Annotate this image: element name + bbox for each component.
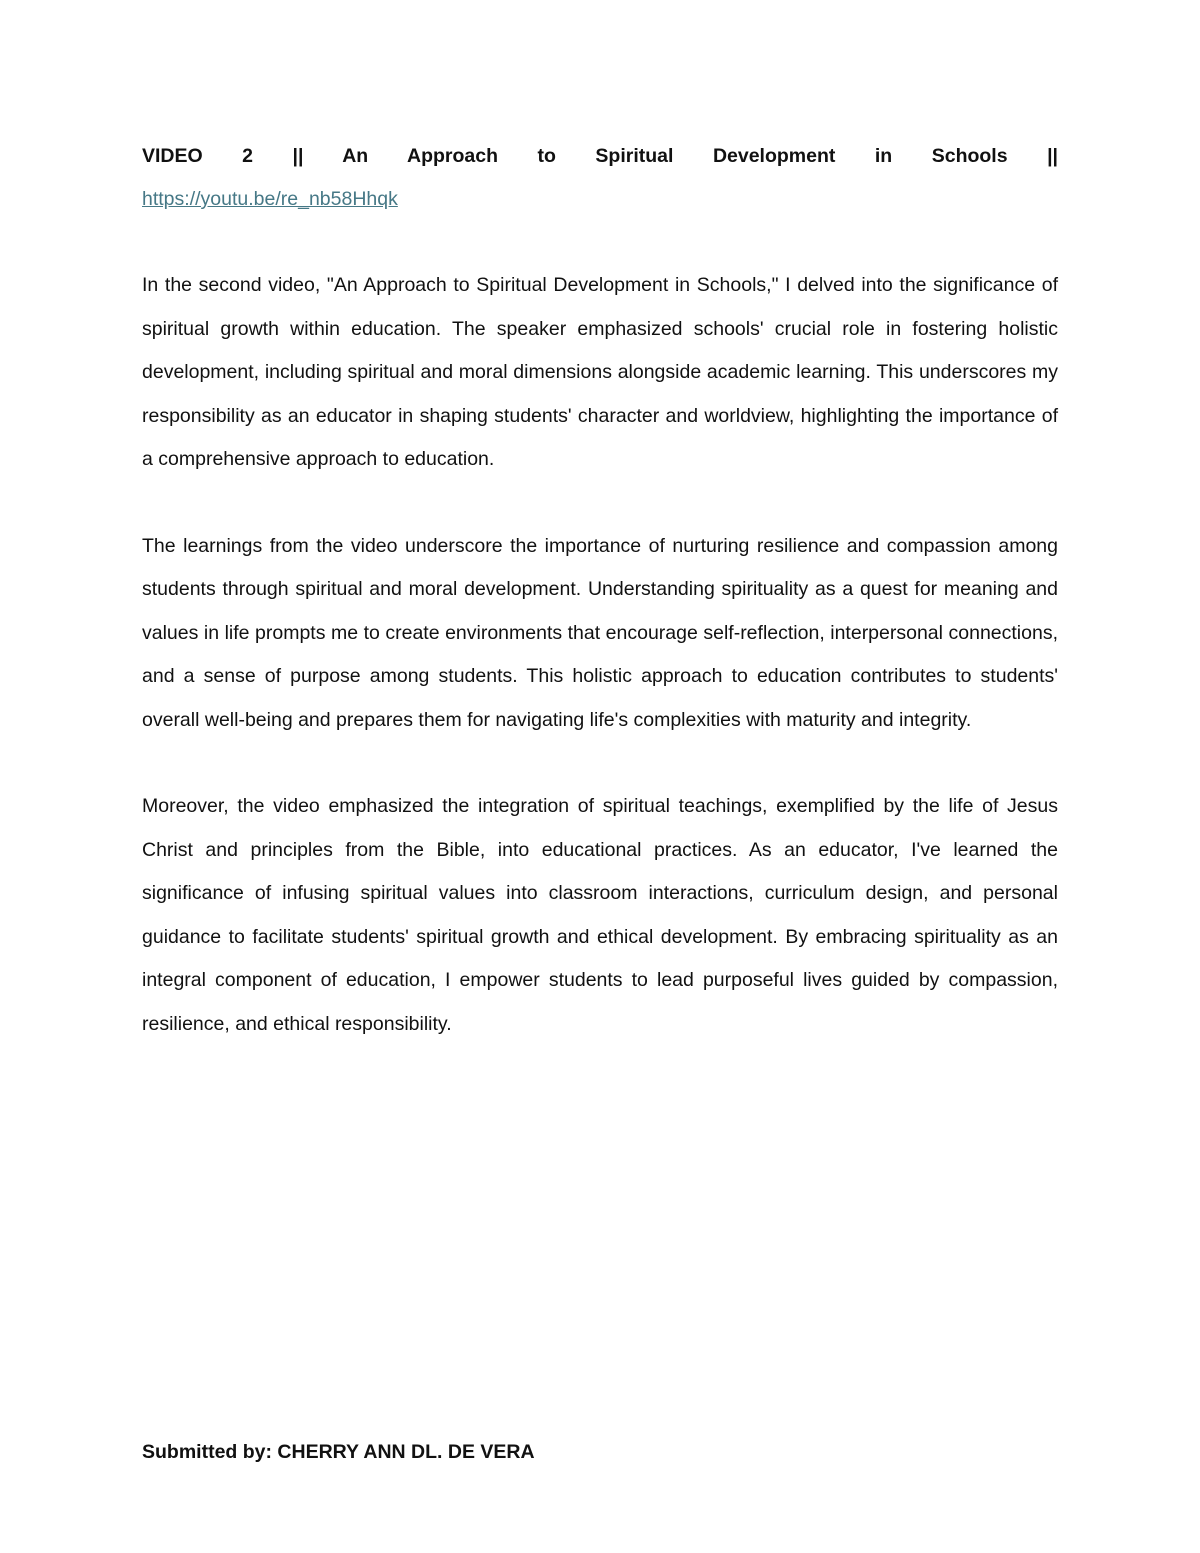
document-heading: VIDEO 2 || An Approach to Spiritual Development in Schools || (142, 145, 1058, 167)
video-link-line (142, 178, 1058, 221)
paragraph-1: In the second video, "An Approach to Spiritual Development in Schools," I delved into the significance of spiritual growth within education. The speaker emphasized schools' crucial role in fostering holistic development, including spiritual and moral dimensions alongside academic learning. This underscores my responsibility as an educator in shaping students' character and worldview, highlighting the importance of a comprehensive approach to education. (142, 274, 1058, 470)
paragraph-2: The learnings from the video underscore the importance of nurturing resilience and compassion among students through spiritual and moral development. Understanding spirituality as a quest for meaning and values in life prompts me to create environments that encourage self-reflection, interpersonal connections, and a sense of purpose among students. This holistic approach to education contributes to students' overall well-being and prepares them for navigating life's complexities with maturity and integrity. (142, 534, 1058, 731)
document-body (142, 135, 1058, 1046)
signature-line: Submitted by: CHERRY ANN DL. DE VERA (142, 1441, 535, 1463)
paragraph-3: Moreover, the video emphasized the integration of spiritual teachings, exemplified by the life of Jesus Christ and principles from the Bible, into educational practices. As an educator, I've learned the significance of infusing spiritual values into classroom interactions, curriculum design, and personal guidance to facilitate students' spiritual growth and ethical development. By embracing spirituality as an integral component of education, I empower students to lead purposeful lives guided by compassion, resilience, and ethical responsibility. (142, 795, 1058, 1035)
video-link[interactable]: https://youtu.be/re_nb58Hhqk (142, 188, 398, 210)
